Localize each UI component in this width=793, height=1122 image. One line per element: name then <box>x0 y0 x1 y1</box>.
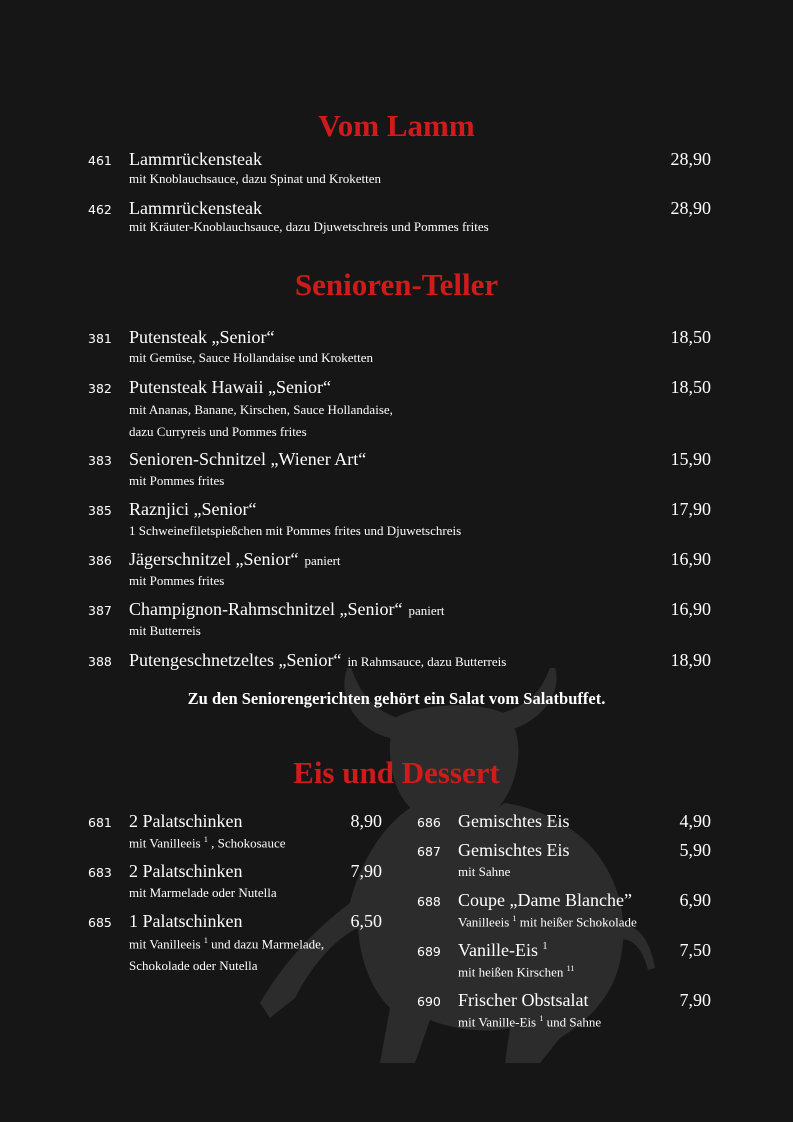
menu-item-462 <box>0 199 793 239</box>
item-price: 16,90 <box>670 599 711 619</box>
item-name: 2 Palatschinken <box>129 811 243 831</box>
desc-text: mit Vanille-Eis <box>458 1014 537 1030</box>
item-price: 18,50 <box>670 327 711 347</box>
menu-item-688 <box>0 891 793 931</box>
desc-text-rest: und Sahne <box>546 1014 602 1030</box>
item-number: 382 <box>88 381 112 396</box>
item-name: Senioren-Schnitzel „Wiener Art“ <box>129 449 367 469</box>
item-price: 4,90 <box>679 811 711 831</box>
menu-item-382 <box>0 378 793 440</box>
item-number: 688 <box>417 894 441 909</box>
item-price: 17,90 <box>670 499 711 519</box>
item-price: 8,90 <box>350 811 382 831</box>
item-price: 15,90 <box>670 449 711 469</box>
section-title-eis: Eis und Dessert <box>293 755 500 790</box>
allergen-footnote: 1 <box>539 1014 544 1023</box>
item-description <box>458 1015 601 1028</box>
item-number: 383 <box>88 453 112 468</box>
allergen-footnote: 1 <box>542 941 548 952</box>
allergen-footnote: 1 <box>512 914 517 923</box>
menu-item-385 <box>0 500 793 540</box>
menu-item-381 <box>0 328 793 368</box>
item-description: mit Knoblauchsauce, dazu Spinat und Kroketten <box>129 171 381 186</box>
item-description-line2: Schokolade oder Nutella <box>129 958 258 973</box>
item-name: Lammrückensteak <box>129 149 262 169</box>
item-price: 6,90 <box>679 890 711 910</box>
menu-item-690 <box>0 991 793 1031</box>
item-price: 28,90 <box>670 149 711 169</box>
item-number: 687 <box>417 844 441 859</box>
menu-item-383 <box>0 450 793 490</box>
menu-item-388 <box>0 651 793 673</box>
item-number: 683 <box>88 865 112 880</box>
item-name <box>129 600 445 618</box>
item-number: 690 <box>417 994 441 1009</box>
desc-text-rest: , Schokosauce <box>211 835 286 851</box>
item-description: mit Gemüse, Sauce Hollandaise und Kroketten <box>129 350 374 365</box>
item-price: 28,90 <box>670 198 711 218</box>
item-note: paniert <box>304 553 341 568</box>
item-name: Putensteak „Senior“ <box>129 327 275 347</box>
section-title-senioren: Senioren-Teller <box>294 267 499 302</box>
desc-text-rest: und dazu Marmelade, <box>211 936 325 952</box>
section-title-lamm: Vom Lamm <box>318 108 475 143</box>
item-price: 7,90 <box>679 990 711 1010</box>
item-price: 6,50 <box>350 911 382 931</box>
item-price: 7,50 <box>679 940 711 960</box>
item-name <box>458 941 547 959</box>
desc-text-rest: mit heißer Schokolade <box>519 914 637 930</box>
item-number: 388 <box>88 654 112 669</box>
item-description: mit Pommes frites <box>129 473 225 488</box>
desc-text: Vanilleeis <box>458 914 510 930</box>
item-name: Putensteak Hawaii „Senior“ <box>129 377 331 397</box>
item-description: mit Ananas, Banane, Kirschen, Sauce Hollandaise, <box>129 402 393 417</box>
item-number: 385 <box>88 503 112 518</box>
item-name: Gemischtes Eis <box>458 811 570 831</box>
item-description-line2: dazu Curryreis und Pommes frites <box>129 424 307 439</box>
item-note: paniert <box>408 603 445 618</box>
item-name: 2 Palatschinken <box>129 861 243 881</box>
item-name-text: Champignon-Rahmschnitzel „Senior“ <box>129 599 403 619</box>
item-name <box>129 651 506 669</box>
item-description: mit Sahne <box>458 864 511 879</box>
item-price: 7,90 <box>350 861 382 881</box>
item-number: 381 <box>88 331 112 346</box>
item-note: in Rahmsauce, dazu Butterreis <box>347 654 507 669</box>
item-description: mit Pommes frites <box>129 573 225 588</box>
item-name: Raznjici „Senior“ <box>129 499 257 519</box>
item-name-text: Vanille-Eis <box>458 940 538 960</box>
item-number: 685 <box>88 915 112 930</box>
menu-item-686 <box>0 812 793 834</box>
item-description: mit Butterreis <box>129 623 201 638</box>
item-description: mit Kräuter-Knoblauchsauce, dazu Djuwetschreis und Pommes frites <box>129 219 489 234</box>
item-description: mit Marmelade oder Nutella <box>129 885 277 900</box>
item-price: 18,90 <box>670 650 711 670</box>
item-number: 689 <box>417 944 441 959</box>
allergen-footnote: 1 <box>203 936 208 945</box>
item-number: 686 <box>417 815 441 830</box>
item-description <box>458 965 574 978</box>
item-name: 1 Palatschinken <box>129 911 243 931</box>
item-number: 461 <box>88 153 112 168</box>
item-number: 681 <box>88 815 112 830</box>
item-number: 386 <box>88 553 112 568</box>
item-name: Coupe „Dame Blanche” <box>458 890 632 910</box>
senior-salad-notice: Zu den Seniorengerichten gehört ein Salat vom Salatbuffet. <box>187 689 606 708</box>
item-name: Frischer Obstsalat <box>458 990 589 1010</box>
desc-text: mit heißen Kirschen <box>458 964 564 980</box>
item-name-text: Jägerschnitzel „Senior“ <box>129 549 299 569</box>
item-price: 18,50 <box>670 377 711 397</box>
menu-item-461 <box>0 150 793 190</box>
menu-item-387 <box>0 600 793 640</box>
desc-text: mit Vanilleeis <box>129 835 201 851</box>
item-name <box>129 550 341 568</box>
menu-item-689 <box>0 941 793 981</box>
item-description <box>458 915 637 928</box>
item-name: Lammrückensteak <box>129 198 262 218</box>
item-number: 387 <box>88 603 112 618</box>
item-description: 1 Schweinefiletspießchen mit Pommes frites und Djuwetschreis <box>129 523 462 538</box>
desc-text: mit Vanilleeis <box>129 936 201 952</box>
item-price: 5,90 <box>679 840 711 860</box>
allergen-footnote: 11 <box>566 964 575 973</box>
item-price: 16,90 <box>670 549 711 569</box>
item-name: Gemischtes Eis <box>458 840 570 860</box>
item-name-text: Putengeschnetzeltes „Senior“ <box>129 650 342 670</box>
menu-item-386 <box>0 550 793 590</box>
allergen-footnote: 1 <box>203 835 208 844</box>
item-number: 462 <box>88 202 112 217</box>
menu-item-687 <box>0 841 793 881</box>
